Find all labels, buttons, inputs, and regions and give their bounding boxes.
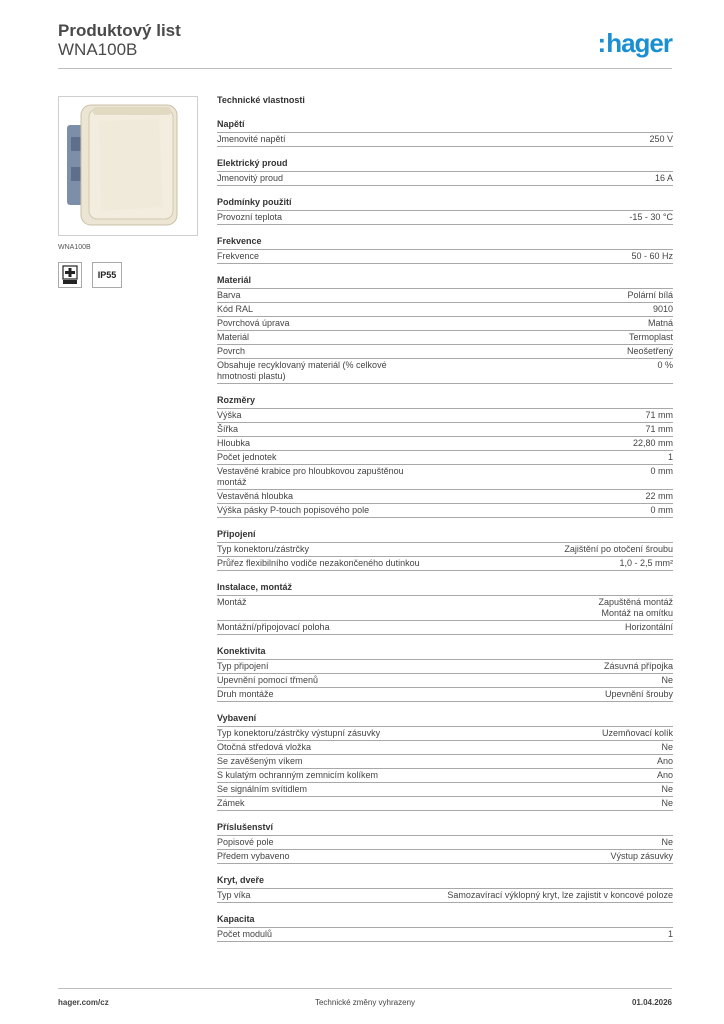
spec-row — [217, 543, 673, 557]
spec-section-title: Konektivita — [217, 646, 673, 660]
spec-section — [217, 822, 673, 864]
spec-row — [217, 409, 673, 423]
spec-row — [217, 674, 673, 688]
spec-section-title: Rozměry — [217, 395, 673, 409]
spec-row — [217, 727, 673, 741]
spec-row — [217, 850, 673, 864]
spec-label: Šířka — [217, 424, 239, 434]
spec-value: 1 — [667, 452, 673, 462]
spec-label: Otočná středová vložka — [217, 742, 312, 752]
spec-row — [217, 317, 673, 331]
spec-value: Zásuvná přípojka — [603, 661, 673, 671]
spec-label: Popisové pole — [217, 837, 274, 847]
spec-value: Termoplast — [628, 332, 673, 342]
spec-section-title: Připojení — [217, 529, 673, 543]
spec-label: Barva — [217, 290, 241, 300]
spec-row — [217, 928, 673, 942]
spec-label: Se zavěšeným víkem — [217, 756, 303, 766]
spec-label: Počet jednotek — [217, 452, 277, 462]
spec-section-title: Příslušenství — [217, 822, 673, 836]
spec-row — [217, 596, 673, 621]
spec-section — [217, 236, 673, 264]
specs-heading: Technické vlastnosti — [217, 95, 305, 105]
spec-value: Neošetřený — [626, 346, 673, 356]
document-title: Produktový list — [58, 21, 181, 40]
footer-divider — [58, 988, 672, 989]
spec-row — [217, 345, 673, 359]
spec-label: Typ konektoru/zástrčky výstupní zásuvky — [217, 728, 381, 738]
ip-rating-badge: IP55 — [92, 262, 122, 288]
spec-label: Upevnění pomocí třmenů — [217, 675, 319, 685]
spec-label: Jmenovitý proud — [217, 173, 284, 183]
spec-value: Horizontální — [624, 622, 673, 632]
spec-label: Hloubka — [217, 438, 251, 448]
spec-section — [217, 395, 673, 518]
spec-label: Povrchová úprava — [217, 318, 290, 328]
spec-row — [217, 303, 673, 317]
spec-section — [217, 582, 673, 635]
spec-label: Zámek — [217, 798, 245, 808]
spec-label: Montáž — [217, 597, 247, 607]
technical-specs — [217, 95, 673, 953]
spec-row — [217, 490, 673, 504]
spec-value: Uzemňovací kolík — [601, 728, 673, 738]
spec-value: 9010 — [652, 304, 673, 314]
spec-row — [217, 250, 673, 264]
spec-row — [217, 504, 673, 518]
spec-label: Provozní teplota — [217, 212, 283, 222]
spec-section-title: Podmínky použití — [217, 197, 673, 211]
spec-value: 71 mm — [645, 424, 673, 434]
spec-value: 1 — [667, 929, 673, 939]
spec-row — [217, 437, 673, 451]
certification-mark-icon — [61, 265, 79, 285]
certification-badge — [58, 262, 82, 288]
spec-value: 250 V — [649, 134, 673, 144]
spec-value: -15 - 30 °C — [629, 212, 673, 222]
spec-row — [217, 331, 673, 345]
spec-value: 1,0 - 2,5 mm² — [619, 558, 673, 568]
spec-section — [217, 875, 673, 903]
spec-value: 0 mm — [650, 505, 673, 515]
spec-section — [217, 197, 673, 225]
spec-value: 22,80 mm — [632, 438, 673, 448]
spec-row — [217, 359, 673, 384]
spec-section-title: Instalace, montáž — [217, 582, 673, 596]
spec-row — [217, 836, 673, 850]
image-caption: WNA100B — [58, 244, 91, 251]
document-header — [58, 21, 181, 59]
spec-label: Jmenovité napětí — [217, 134, 286, 144]
spec-section — [217, 914, 673, 942]
spec-value: Upevnění šrouby — [604, 689, 673, 699]
spec-row — [217, 133, 673, 147]
footer-disclaimer: Technické změny vyhrazeny — [314, 998, 416, 1007]
spec-label: Druh montáže — [217, 689, 274, 699]
spec-row — [217, 211, 673, 225]
header-divider — [58, 68, 672, 69]
spec-label: Typ připojení — [217, 661, 269, 671]
spec-value: Ne — [661, 784, 673, 794]
spec-section-title: Kapacita — [217, 914, 673, 928]
spec-label: Výška — [217, 410, 242, 420]
spec-label: Typ víka — [217, 890, 251, 900]
spec-label: Montážní/připojovací poloha — [217, 622, 330, 632]
spec-label: Vestavěné krabice pro hloubkovou zapuštěnou montáž — [217, 466, 404, 487]
spec-label: Povrch — [217, 346, 246, 356]
spec-label: Průřez flexibilního vodiče nezakončeného dutinkou — [217, 558, 420, 568]
spec-section-title: Elektrický proud — [217, 158, 673, 172]
logo-colon-icon: : — [597, 28, 606, 58]
spec-row — [217, 172, 673, 186]
spec-value: Polární bílá — [627, 290, 673, 300]
footer-date: 01.04.2026 — [631, 998, 672, 1007]
spec-section — [217, 158, 673, 186]
spec-row — [217, 451, 673, 465]
product-image — [58, 96, 198, 236]
spec-section — [217, 119, 673, 147]
spec-value: Matná — [647, 318, 673, 328]
spec-section-title: Napětí — [217, 119, 673, 133]
spec-label: Výška pásky P-touch popisového pole — [217, 505, 370, 515]
spec-value: 16 A — [654, 173, 673, 183]
spec-value: Ne — [661, 742, 673, 752]
spec-value: 71 mm — [645, 410, 673, 420]
spec-row — [217, 289, 673, 303]
spec-value: Ano — [656, 770, 673, 780]
spec-label: Se signálním svítidlem — [217, 784, 308, 794]
spec-label: Kód RAL — [217, 304, 254, 314]
spec-value: Výstup zásuvky — [610, 851, 673, 861]
spec-value: Ano — [656, 756, 673, 766]
badge-row — [58, 262, 122, 288]
spec-value: 50 - 60 Hz — [631, 251, 673, 261]
spec-section — [217, 529, 673, 571]
spec-row — [217, 741, 673, 755]
spec-value: 0 % — [657, 360, 673, 370]
spec-value: Ne — [661, 837, 673, 847]
spec-label: Materiál — [217, 332, 250, 342]
hager-logo — [598, 28, 672, 59]
spec-row — [217, 557, 673, 571]
spec-row — [217, 465, 673, 490]
spec-label: Vestavěná hloubka — [217, 491, 294, 501]
spec-value: Zapuštěná montáž Montáž na omítku — [598, 597, 673, 618]
spec-value: Samozavírací výklopný kryt, lze zajistit v koncové poloze — [447, 890, 673, 900]
spec-section-title: Frekvence — [217, 236, 673, 250]
spec-row — [217, 423, 673, 437]
product-code: WNA100B — [58, 40, 138, 59]
spec-section-title: Kryt, dveře — [217, 875, 673, 889]
spec-section-title: Vybavení — [217, 713, 673, 727]
spec-row — [217, 769, 673, 783]
spec-label: Obsahuje recyklovaný materiál (% celkové hmotnosti plastu) — [217, 360, 387, 381]
spec-label: Frekvence — [217, 251, 260, 261]
spec-row — [217, 783, 673, 797]
spec-section — [217, 646, 673, 702]
footer-website: hager.com/cz — [58, 998, 109, 1007]
socket-illustration — [59, 97, 198, 236]
spec-section-title: Materiál — [217, 275, 673, 289]
spec-row — [217, 621, 673, 635]
spec-row — [217, 660, 673, 674]
spec-value: Ne — [661, 675, 673, 685]
spec-row — [217, 688, 673, 702]
spec-label: Předem vybaveno — [217, 851, 290, 861]
spec-label: Typ konektoru/zástrčky — [217, 544, 310, 554]
spec-row — [217, 797, 673, 811]
spec-section — [217, 713, 673, 811]
spec-section — [217, 275, 673, 384]
spec-sections — [217, 119, 673, 942]
spec-value: Zajištění po otočení šroubu — [564, 544, 673, 554]
spec-row — [217, 755, 673, 769]
spec-label: Počet modulů — [217, 929, 273, 939]
spec-value: 22 mm — [645, 491, 673, 501]
spec-row — [217, 889, 673, 903]
spec-value: Ne — [661, 798, 673, 808]
spec-value: 0 mm — [650, 466, 673, 476]
logo-text: hager — [606, 28, 672, 58]
spec-label: S kulatým ochranným zemnicím kolíkem — [217, 770, 379, 780]
